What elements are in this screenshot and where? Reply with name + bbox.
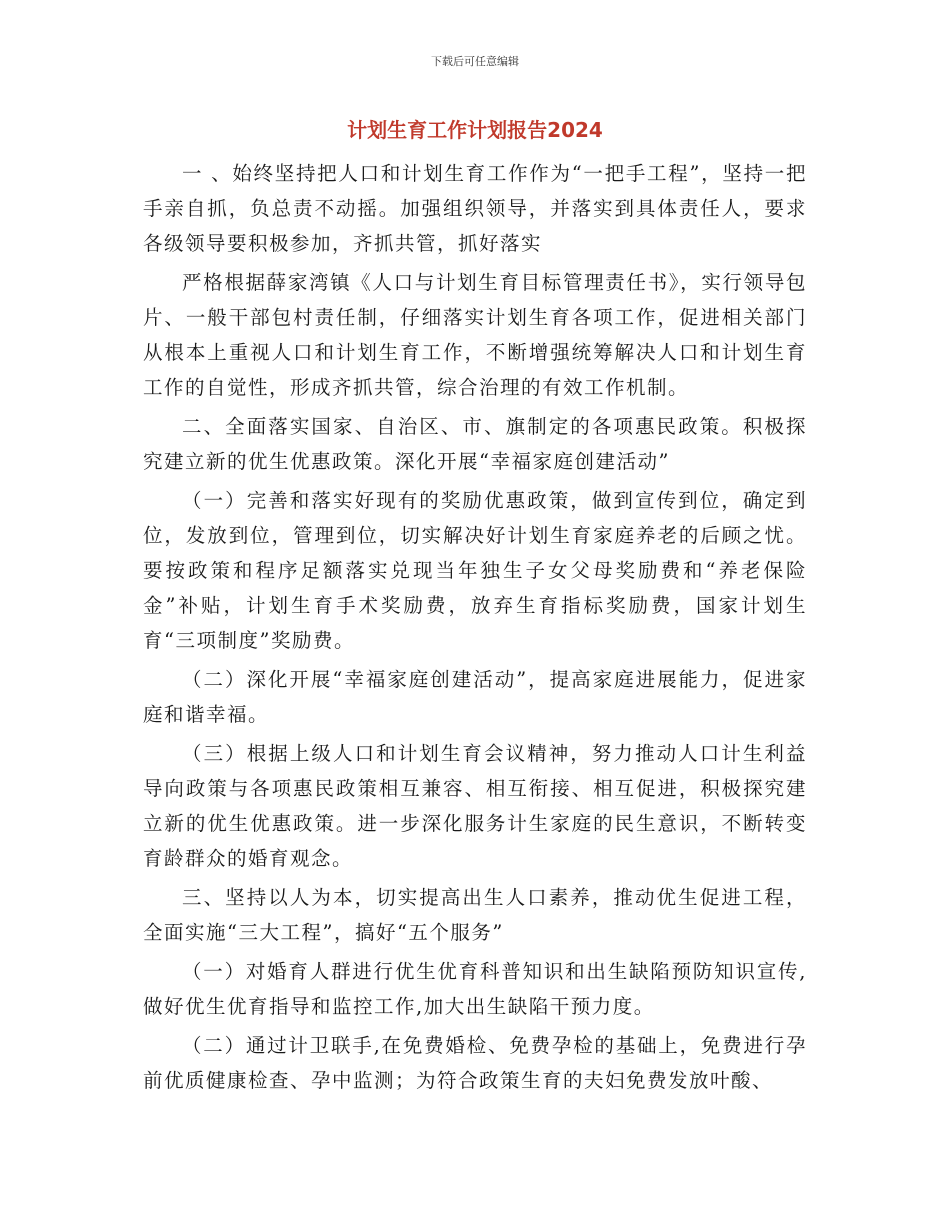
paragraph-8: （一）对婚育人群进行优生优育科普知识和出生缺陷预防知识宣传,做好优生优育指导和监控工作,加大出生缺陷干预力度。 bbox=[143, 960, 807, 1018]
paragraph-3: 二、全面落实国家、自治区、市、旗制定的各项惠民政策。积极探究建立新的优生优惠政策。深化开展“幸福家庭创建活动” bbox=[143, 415, 807, 473]
paragraph-1: 一 、始终坚持把人口和计划生育工作作为“一把手工程”，坚持一把手亲自抓，负总责不动摇。加强组织领导，并落实到具体责任人，要求各级领导要积极参加，齐抓共管，抓好落实 bbox=[143, 162, 807, 255]
paragraph-7: 三、坚持以人为本，切实提高出生人口素养，推动优生促进工程，全面实施“三大工程”，搞好“五个服务” bbox=[143, 886, 807, 944]
paragraph-9: （二）通过计卫联手,在免费婚检、免费孕检的基础上，免费进行孕前优质健康检查、孕中监测；为符合政策生育的夫妇免费发放叶酸、 bbox=[143, 1034, 807, 1092]
paragraph-2: 严格根据薛家湾镇《人口与计划生育目标管理责任书》，实行领导包片、一般干部包村责任制，仔细落实计划生育各项工作，促进相关部门从根本上重视人口和计划生育工作，不断增强统筹解决人口和计划生育工作的自觉性，形成齐抓共管，综合治理的有效工作机制。 bbox=[143, 271, 807, 399]
header-note: 下载后可任意编辑 bbox=[431, 55, 519, 68]
paragraph-4: （一）完善和落实好现有的奖励优惠政策，做到宣传到位，确定到位，发放到位，管理到位，切实解决好计划生育家庭养老的后顾之忧。要按政策和程序足额落实兑现当年独生子女父母奖励费和“养老保险金”补贴，计划生育手术奖励费，放弃生育指标奖励费，国家计划生育“三项制度”奖励费。 bbox=[143, 489, 807, 652]
paragraph-6: （三）根据上级人口和计划生育会议精神，努力推动人口计生利益导向政策与各项惠民政策相互兼容、相互衔接、相互促进，积极探究建立新的优生优惠政策。进一步深化服务计生家庭的民生意识，不断转变育龄群众的婚育观念。 bbox=[143, 742, 807, 870]
document-body bbox=[143, 156, 807, 1102]
document-title: 计划生育工作计划报告2024 bbox=[347, 118, 603, 142]
paragraph-5: （二）深化开展“幸福家庭创建活动”，提高家庭进展能力，促进家庭和谐幸福。 bbox=[143, 668, 807, 726]
